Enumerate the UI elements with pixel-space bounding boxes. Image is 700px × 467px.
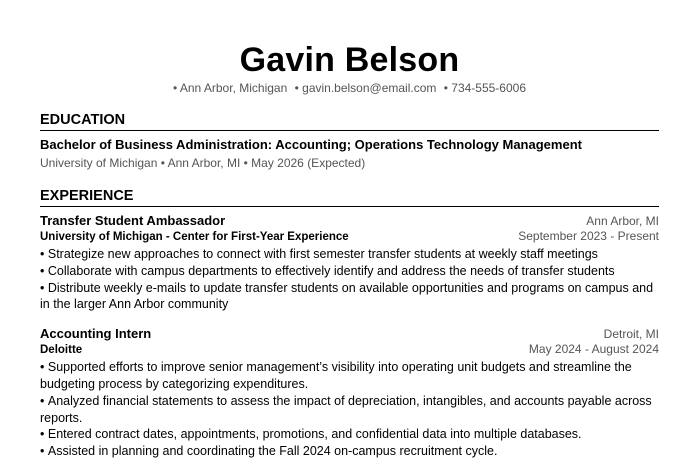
education-meta: University of Michigan • Ann Arbor, MI • May 2026 (Expected) (40, 156, 366, 170)
job-entry (40, 213, 659, 313)
job-bullet: • Assisted in planning and coordinating the Fall 2024 on-campus recruitment cycle. (40, 443, 659, 460)
job-location: Detroit, MI (603, 327, 659, 342)
job-bullet: • Strategize new approaches to connect with first semester transfer students at weekly staff meetings (40, 246, 659, 263)
job-title: Accounting Intern (40, 326, 152, 342)
degree-title: Bachelor of Business Administration: Accounting; Operations Technology Management (40, 137, 582, 152)
job-bullet: • Distribute weekly e-mails to update transfer students on available opportunities and programs on campus and in the larger Ann Arbor community (40, 280, 659, 314)
contact-line (40, 80, 659, 96)
job-entry (40, 326, 659, 460)
job-bullet: • Supported efforts to improve senior management’s visibility into operating unit budgets and streamline the budgeting process by categorizing expenditures. (40, 359, 659, 393)
job-bullet: • Collaborate with campus departments to effectively identify and address the needs of transfer students (40, 263, 659, 280)
contact-location: • Ann Arbor, Michigan (172, 81, 288, 95)
job-organization: University of Michigan - Center for First-Year Experience (40, 231, 349, 243)
job-bullets (40, 359, 659, 460)
job-bullet: • Entered contract dates, appointments, promotions, and confidential data into multiple databases. (40, 426, 659, 443)
experience-heading: EXPERIENCE (40, 188, 659, 207)
contact-phone: • 734-555-6006 (443, 81, 526, 95)
job-dates: May 2024 - August 2024 (528, 342, 659, 357)
job-location: Ann Arbor, MI (586, 214, 659, 228)
job-bullet: • Analyzed financial statements to assess the impact of depreciation, intangibles, and accounts payable across reports. (40, 393, 659, 427)
job-organization: Deloitte (40, 344, 83, 357)
education-heading: EDUCATION (40, 112, 659, 131)
job-dates: September 2023 - Present (518, 229, 659, 243)
job-bullets (40, 246, 659, 313)
job-title: Transfer Student Ambassador (40, 213, 226, 228)
candidate-name: Gavin Belson (239, 41, 460, 79)
contact-email: • gavin.belson@email.com (294, 81, 437, 95)
